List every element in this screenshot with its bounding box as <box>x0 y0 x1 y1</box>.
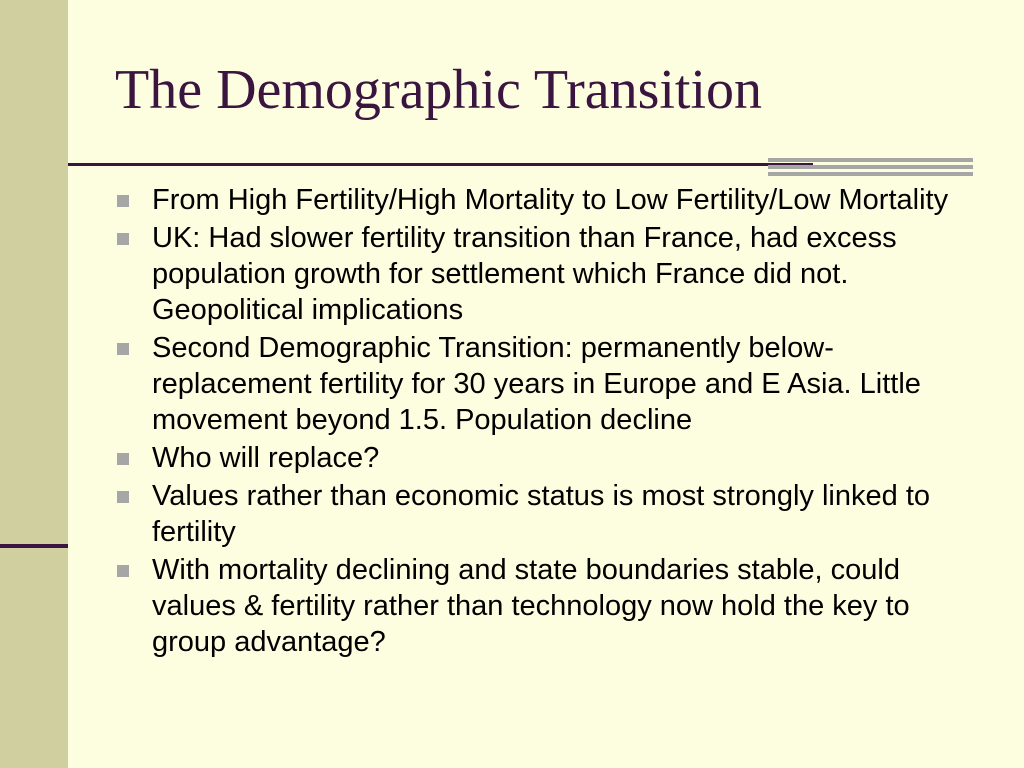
bullet-text: With mortality declining and state boundaries stable, could values & fertility rather than technology now hold the key to group advantage? <box>152 554 910 658</box>
bullet-item <box>114 330 974 438</box>
bullet-item <box>114 552 974 660</box>
slide-title: The Demographic Transition <box>115 59 763 121</box>
decorative-bar <box>768 165 973 169</box>
square-bullet-icon <box>117 343 129 355</box>
square-bullet-icon <box>117 491 129 503</box>
bullet-text: From High Fertility/High Mortality to Low Fertility/Low Mortality <box>152 184 949 216</box>
square-bullet-icon <box>117 195 129 207</box>
bullet-text: UK: Had slower fertility transition than France, had excess population growth for settlement which France did not. Geopolitical implications <box>152 222 897 326</box>
sidebar-accent-line <box>0 544 68 548</box>
decorative-bars <box>768 158 973 179</box>
bullet-item <box>114 440 974 476</box>
square-bullet-icon <box>117 565 129 577</box>
decorative-bar <box>768 158 973 162</box>
bullet-text: Second Demographic Transition: permanently below-replacement fertility for 30 years in Europe and E Asia. Little movement beyond 1.5. Population decline <box>152 332 921 436</box>
bullet-item <box>114 478 974 550</box>
decorative-bar <box>768 172 973 176</box>
square-bullet-icon <box>117 233 129 245</box>
sidebar-panel <box>0 0 68 768</box>
title-divider <box>68 163 813 166</box>
bullet-text: Values rather than economic status is most strongly linked to fertility <box>152 480 931 548</box>
square-bullet-icon <box>117 453 129 465</box>
bullet-text: Who will replace? <box>152 442 380 474</box>
bullet-item <box>114 182 974 218</box>
bullet-list <box>114 182 974 662</box>
bullet-item <box>114 220 974 328</box>
